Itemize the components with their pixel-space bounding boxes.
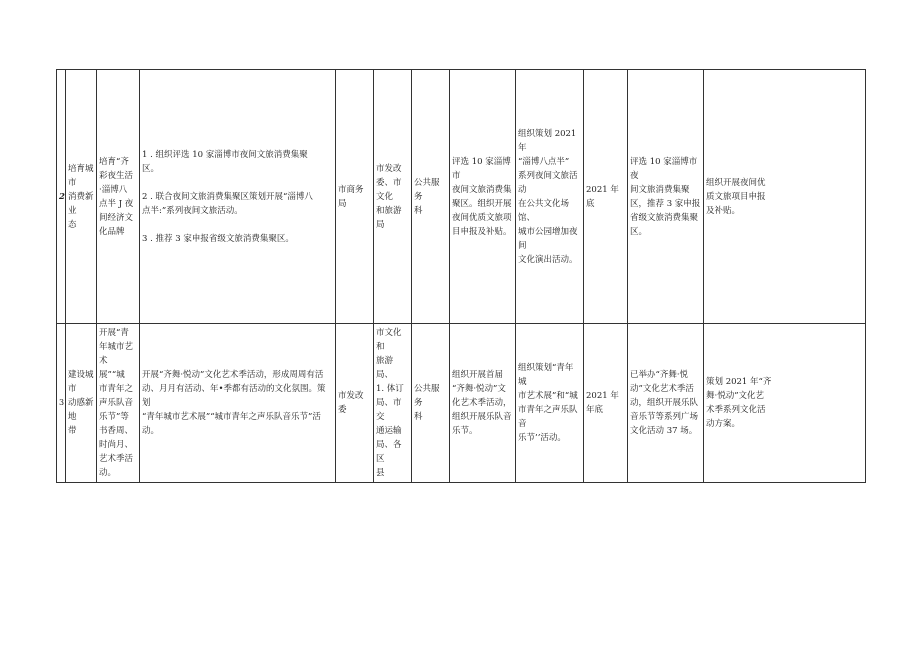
progress-cell-4: 组织开展夜间优 质文旅项目申报 及补贴。: [704, 70, 866, 324]
task-cell: 建设城市 动感新地 带: [66, 324, 97, 483]
coop-unit-cell: 市文化和 旅游局、 1. 体订 局、市交 通运输 局、各区 县: [374, 324, 412, 483]
progress-cell-1: 组织开展首届 “齐舞·悦动”文 化艺术季活动， 组织开展乐队音 乐节。: [450, 324, 516, 483]
row-number: 2: [57, 70, 66, 324]
plan-table: [56, 69, 866, 483]
measure-item: 3 . 推荐 3 家申报省级文旅消费集聚区。: [142, 233, 294, 244]
table-row: [57, 70, 866, 324]
target-cell: 开展“青 年城市艺 术 展”“城 市青年之 声乐队音 乐节”等 书香周、 时尚月、 艺术季活 动。: [97, 324, 140, 483]
department-cell: 公共服务 科: [412, 324, 450, 483]
row-number: 3: [57, 324, 66, 483]
progress-cell-4: 策划 2021 年“齐 舞·悦动”文化艺 术季系列文化活 动方案。: [704, 324, 866, 483]
deadline-cell: 2021 年年底: [584, 324, 628, 483]
progress-cell-2: 组织策划“青年城 市艺术展”和“城 市青年之声乐队音 乐节’’活动。: [516, 324, 584, 483]
measures-cell: [140, 70, 336, 324]
target-cell: 培育“齐 彩夜生活 ·淄博八 点半 J 夜 间经济文 化品牌: [97, 70, 140, 324]
progress-cell-3: 评选 10 家淄博市夜 间文旅消费集聚 区，推荐 3 家申报 省级文旅消费集聚 区。: [628, 70, 704, 324]
lead-unit-cell: 市商务局: [336, 70, 374, 324]
progress-cell-2: 组织策划 2021 年 “淄博八点半” 系列夜间文旅活动 在公共文化场馆、 城市公园增加夜间 文化演出活动。: [516, 70, 584, 324]
measure-item: 2 . 联合夜间文旅消费集聚区策划开展“淄博八 点半:”系列夜间文旅活动。: [142, 191, 313, 216]
lead-unit-cell: 市发改委: [336, 324, 374, 483]
table-row: [57, 324, 866, 483]
progress-cell-3: 已举办“齐舞·悦 动”文化艺术季活 动，组织开展乐队 音乐节等系列广场 文化活动 37 场。: [628, 324, 704, 483]
progress-cell-1: 评选 10 家淄博市 夜间文旅消费集 聚区。组织开展 夜间优质文旅项 目申报及补贴。: [450, 70, 516, 324]
department-cell: 公共服务 科: [412, 70, 450, 324]
coop-unit-cell: 市发改 委、市文化 和旅游 局: [374, 70, 412, 324]
task-cell: 培育城市 消费新业 态: [66, 70, 97, 324]
measure-item: 1 . 组织评选 10 家淄博市夜间文旅消费集聚 区。: [142, 149, 308, 174]
deadline-cell: 2021 年底: [584, 70, 628, 324]
measure-item: 开展“齐舞·悦动”文化艺术季活动，形成周周有活 动、月月有活动、年•季都有活动的文化氛围。策划 “青年城市艺术展”“城市青年之声乐队音乐节”活 动。: [142, 370, 326, 436]
measures-cell: [140, 324, 336, 483]
